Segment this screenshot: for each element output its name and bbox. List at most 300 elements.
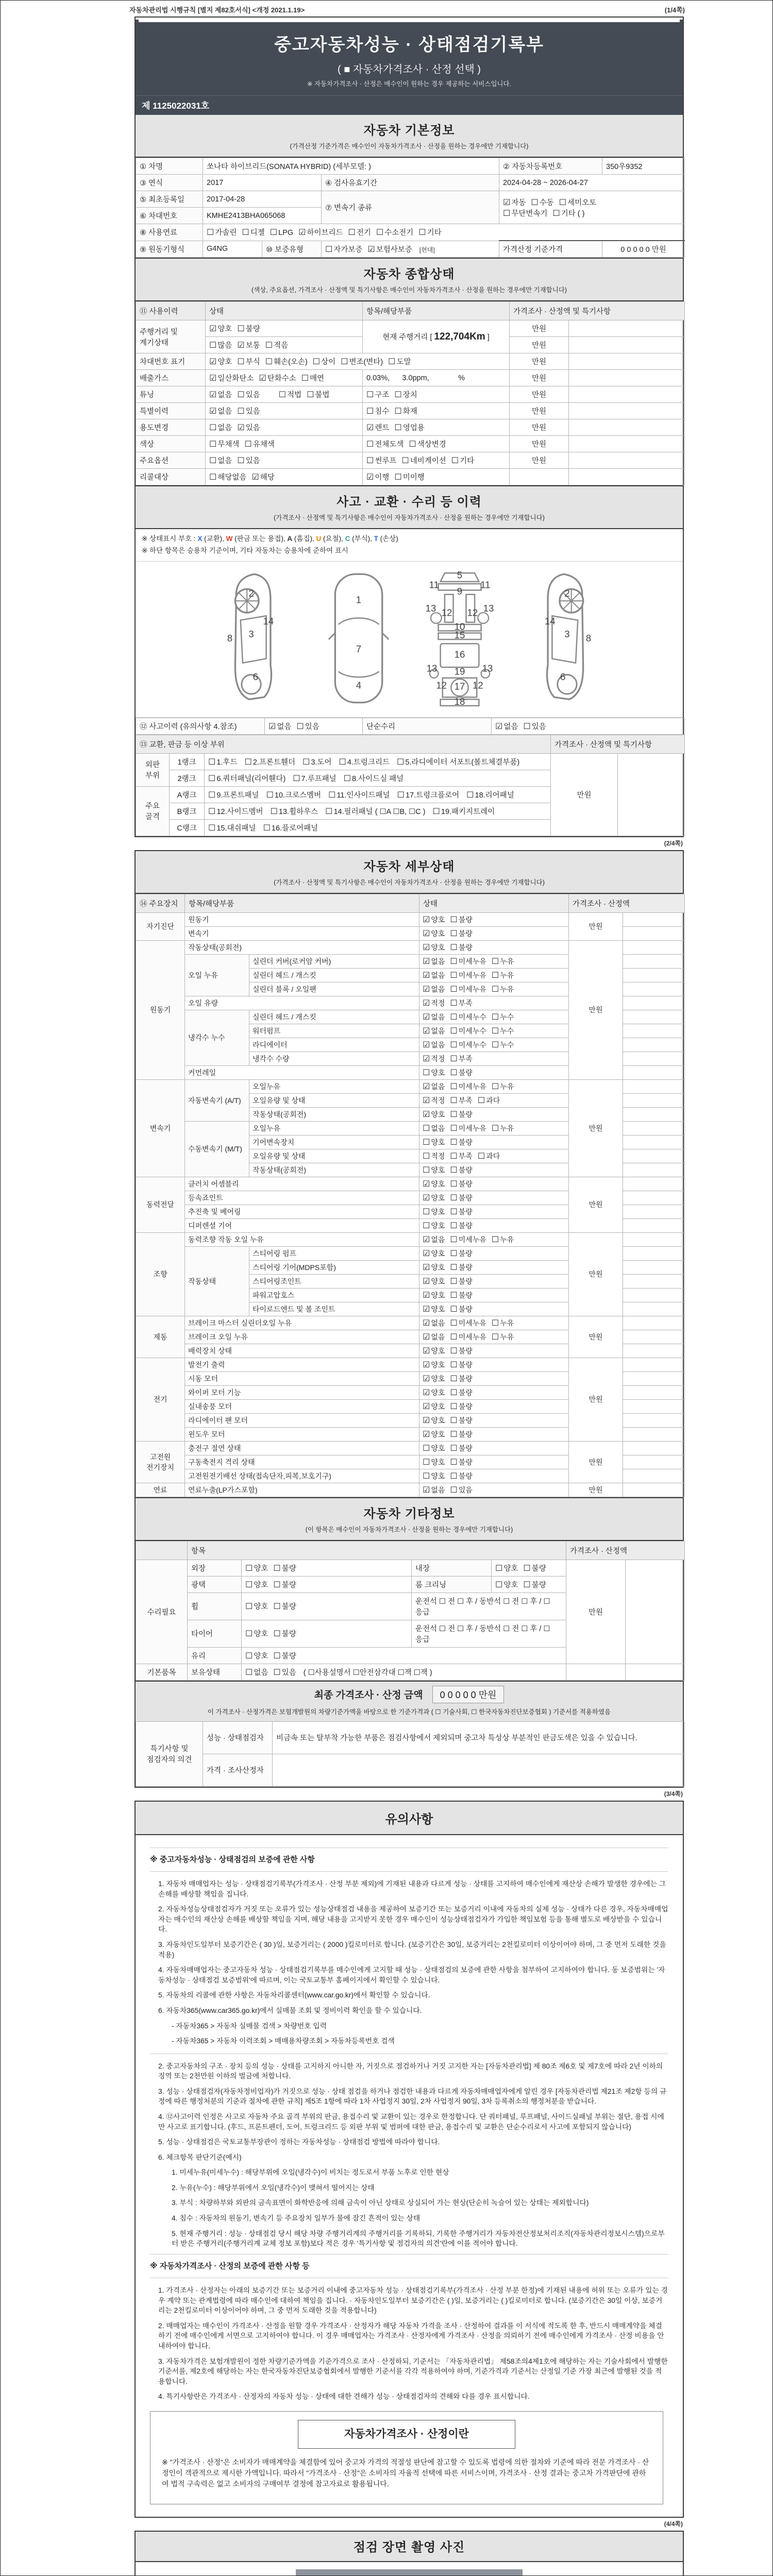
empty-checkbox-icon: ☐: [328, 790, 336, 800]
checkbox-option[interactable]: ☐ 있음: [237, 456, 260, 465]
checkbox-option[interactable]: ☐ 누수: [491, 1012, 514, 1022]
checkbox-option[interactable]: ☐ 18.리어패널: [466, 790, 514, 800]
checkbox-option[interactable]: ☐ 1.후드: [208, 757, 238, 767]
checked-checkbox-icon: ☑: [423, 1374, 430, 1383]
checkbox-option[interactable]: ☐ 불량: [450, 1458, 473, 1467]
table-cell: [419, 926, 569, 940]
table-cell: A랭크: [170, 786, 205, 803]
checkbox-option[interactable]: ☐ 2.프론트휀더: [244, 757, 295, 767]
checkbox-option[interactable]: ☐ 누수: [491, 1040, 514, 1049]
table-cell: 가격 · 조사산정자: [203, 1754, 273, 1786]
checkbox-option[interactable]: ☐ 불량: [450, 1179, 473, 1189]
svg-element: [320, 569, 397, 708]
table-cell: [566, 1664, 626, 1680]
table-cell: 등속죠인트: [185, 1191, 419, 1205]
checkbox-option[interactable]: ☐ 양호: [423, 1458, 445, 1467]
checkbox-option[interactable]: ☐ 불량: [450, 1291, 473, 1300]
checkbox-option[interactable]: ☐ 불량: [450, 1430, 473, 1439]
table-cell: [206, 386, 363, 403]
checkbox-option[interactable]: ☐ 누유: [491, 1318, 514, 1328]
checkbox-option[interactable]: ☑ 양호: [423, 1416, 445, 1425]
table-row: [136, 1560, 685, 1576]
checkbox-option[interactable]: ☐ 적정: [423, 1151, 445, 1161]
table-cell: [419, 1135, 569, 1149]
checkbox-option[interactable]: ☐ 양호: [245, 1651, 268, 1660]
checkbox-option[interactable]: ☐ 침수: [366, 407, 390, 416]
checked-checkbox-icon: ☑: [423, 1416, 430, 1425]
checkbox-option[interactable]: ☐ 미세누수: [450, 1040, 486, 1049]
checkbox-option[interactable]: ☐ 매연: [301, 374, 325, 383]
empty-checkbox-icon: ☐: [397, 757, 405, 767]
checkbox-option[interactable]: ☑ 양호: [423, 1110, 445, 1119]
checkbox-option[interactable]: ☐ 무채색: [209, 440, 240, 449]
checkbox-option[interactable]: ☐ 양호: [245, 1564, 268, 1573]
checkbox-option[interactable]: ☐ 양호: [495, 1564, 518, 1573]
checkbox-option[interactable]: ☐ 적음: [265, 341, 289, 350]
notice-item: - 자동차365 > 자동차 실매물 검색 > 차량번호 입력: [172, 2022, 327, 2030]
table-cell: [206, 320, 363, 337]
checkbox-option[interactable]: ☐ 썬루프: [366, 456, 397, 465]
checkbox-option[interactable]: ☐ 불량: [450, 1249, 473, 1258]
table-cell: [206, 452, 363, 469]
table-cell: [363, 386, 510, 403]
checkbox-option[interactable]: ☐ 불량: [450, 943, 473, 952]
table-cell: [623, 1177, 685, 1191]
checkbox-option[interactable]: ☑ 양호: [209, 358, 232, 366]
checkbox-option[interactable]: ☑ 없음: [209, 407, 232, 416]
checkbox-option[interactable]: ☑ 양호: [423, 1304, 445, 1314]
checkbox-option[interactable]: ☑ 자동: [503, 198, 526, 207]
table-cell: [363, 370, 510, 386]
checkbox-option[interactable]: ☑ 양호: [423, 1430, 445, 1439]
checkbox-option[interactable]: ☐ 유채색: [244, 440, 275, 449]
table-cell: [419, 1274, 569, 1288]
table-cell: 외장: [188, 1560, 242, 1576]
empty-checkbox-icon: ☐: [245, 1602, 253, 1612]
checkbox-option[interactable]: ☐ 누유: [491, 985, 514, 994]
checkbox-option[interactable]: ☐ 불량: [450, 1138, 473, 1147]
checkbox-option[interactable]: ☑ 일산화탄소: [209, 374, 254, 383]
checkbox-option[interactable]: ☐ 4.트렁크리드: [339, 757, 390, 767]
checkbox-option[interactable]: ☑ 양호: [423, 1179, 445, 1189]
empty-checkbox-icon: ☐: [491, 1040, 499, 1049]
checkbox-option[interactable]: ☑ 양호: [423, 1291, 445, 1300]
checkbox-option[interactable]: ☐ 7.루프패널: [293, 774, 337, 783]
checkbox-option[interactable]: ☐ 불량: [273, 1630, 296, 1639]
price-survey-select: ( ■ 자동차가격조사 · 산정 선택 ): [338, 64, 481, 75]
checkbox-option[interactable]: ☐ 15.대쉬패널: [208, 823, 256, 833]
checkbox-option[interactable]: ☐ 불량: [523, 1580, 546, 1589]
checkbox-option[interactable]: ☐ 미세누유: [450, 1124, 486, 1133]
table-cell: [419, 1163, 569, 1177]
table-cell: 타이어: [188, 1620, 242, 1647]
checkbox-option[interactable]: ☑ 없음: [423, 957, 445, 966]
checkbox-option[interactable]: ☐ 불량: [450, 1388, 473, 1397]
table-cell: 주요 골격: [136, 786, 170, 836]
empty-checkbox-icon: ☐: [450, 1193, 458, 1202]
checkbox-option[interactable]: ☐ 상이: [312, 358, 336, 366]
table-cell: [206, 337, 363, 353]
empty-checkbox-icon: ☐: [237, 456, 245, 465]
diagram-part-number: 6: [253, 671, 259, 682]
table-row: [136, 403, 685, 419]
table-cell: [242, 1647, 566, 1664]
checkbox-option[interactable]: ☐ 양호: [245, 1630, 268, 1639]
checkbox-option[interactable]: ☐ 불량: [450, 1193, 473, 1202]
checkbox-option[interactable]: ☐ 불량: [450, 1277, 473, 1286]
empty-checkbox-icon: ☐: [394, 423, 402, 432]
notice-item: 6. 자동차365(www.car365.go.kr)에서 실매물 조회 및 정비이력 확인을 할 수 있습니다.: [158, 2006, 422, 2014]
section-subtitle: (가격산정 기준가격은 매수인이 자동차가격조사 · 산정을 원하는 경우에만 기재합니다): [290, 143, 529, 150]
checkbox-option[interactable]: ☑ 없음: [423, 1235, 445, 1244]
empty-checkbox-icon: ☐: [341, 358, 348, 366]
checkbox-option[interactable]: ☐ 3.도어: [303, 757, 332, 767]
checkbox-option[interactable]: ☐ 16.플로어패널: [263, 823, 318, 833]
checkbox-option[interactable]: ☐ 불량: [450, 1374, 473, 1383]
checkbox-option[interactable]: ☐ 미세누수: [450, 1026, 486, 1036]
table-row: [136, 753, 685, 770]
checkbox-option[interactable]: ☐ 부족: [450, 1151, 473, 1161]
table-cell: ④ 검사유효기간: [322, 175, 499, 191]
overall-header: [136, 258, 683, 301]
table-cell: 만원: [569, 1483, 623, 1497]
checkbox-option[interactable]: ☑ 양호: [209, 325, 232, 333]
checkbox-option[interactable]: ☐ 불량: [450, 1221, 473, 1230]
checked-checkbox-icon: ☑: [423, 971, 430, 980]
checkbox-option[interactable]: ☑ 없음: [423, 1040, 445, 1049]
table-cell: ⑭ 주요장치: [136, 894, 185, 912]
checkbox-option[interactable]: ☐ 기타: [451, 456, 475, 465]
checkbox-option[interactable]: ☐ 디젤: [242, 228, 265, 237]
empty-checkbox-icon: ☐: [477, 1151, 485, 1161]
diagram-part-number: 12: [441, 607, 452, 618]
notice-item: 3. 자동차인도일부터 보증기간은 ( 30 )일, 보증거리는 ( 2000 )킬로미터로 합니다. (보증기간은 30일, 보증거리는 2천킬로미터 이상이어야 하며, 그 중 먼저 도래한 것을 적용): [158, 1941, 666, 1959]
checkbox-option[interactable]: ☐ 과다: [477, 1151, 500, 1161]
checkbox-option[interactable]: ☐ 세미오토: [559, 198, 597, 207]
empty-checkbox-icon: ☐: [418, 228, 426, 237]
checkbox-option[interactable]: ☐ 13.휠하우스: [270, 807, 318, 816]
checkbox-option[interactable]: ☐ 장치: [394, 391, 417, 399]
checkbox-option[interactable]: ☐ 있음: [296, 722, 320, 731]
table-cell: 와이퍼 모터 기능: [185, 1385, 419, 1399]
checkbox-option[interactable]: ☑ 보험사보증: [367, 245, 412, 254]
checkbox-option[interactable]: ☑ 양호: [423, 1193, 445, 1202]
table-cell: 용도변경: [136, 419, 206, 436]
checkbox-option[interactable]: ☐ 불량: [450, 1110, 473, 1119]
empty-checkbox-icon: ☐: [273, 1651, 281, 1660]
table-cell: 만원: [510, 320, 569, 337]
checkbox-option[interactable]: ☐ 해당없음: [209, 473, 247, 482]
table-row: [136, 386, 685, 403]
checkbox-option[interactable]: ☐ 5.라디에이터 서포트(볼트체결부품): [397, 757, 520, 767]
checkbox-option[interactable]: ☐ 불량: [450, 1360, 473, 1369]
checkbox-option[interactable]: ☐ 있음: [237, 391, 260, 399]
empty-checkbox-icon: ☐: [245, 1630, 253, 1639]
table-cell: 제동: [136, 1316, 185, 1358]
checkbox-option[interactable]: ☐ 적법: [278, 391, 302, 399]
checkbox-option[interactable]: ☑ 이행: [366, 473, 390, 482]
diagram-part-number: 13: [425, 602, 436, 614]
checkbox-option[interactable]: ☐ 양호: [423, 1207, 445, 1216]
checkbox-option[interactable]: ☑ 양호: [423, 943, 445, 952]
checkbox-option[interactable]: ☐ 네비게이션: [401, 456, 446, 465]
checkbox-option[interactable]: ☐ 기타: [418, 228, 442, 237]
empty-checkbox-icon: ☐: [450, 1374, 458, 1383]
checkbox-option[interactable]: ☑ 없음: [495, 722, 518, 731]
checkbox-option[interactable]: ☐ 부족: [450, 998, 473, 1008]
checkbox-option[interactable]: ☑ 보통: [237, 341, 260, 350]
checkbox-option[interactable]: ☐ 훼손(오손): [265, 358, 308, 366]
checkbox-option[interactable]: ☑ 없음: [423, 1012, 445, 1022]
checkbox-option[interactable]: ☐ 6.쿼터패널(리어휀다): [208, 774, 286, 783]
checkbox-option[interactable]: ☐ 없음: [209, 423, 232, 432]
checkbox-option[interactable]: ☑ 양호: [423, 1374, 445, 1383]
table-row: [136, 158, 685, 175]
checkbox-option[interactable]: ☐ 미세누유: [450, 1332, 486, 1342]
checkbox-option[interactable]: ☐ 11.인사이드패널: [328, 790, 390, 800]
checkbox-option[interactable]: ☐ 수동: [531, 198, 554, 207]
checkbox-option[interactable]: ☐ 불량: [450, 915, 473, 924]
checkbox-option[interactable]: ☐ 불량: [273, 1602, 296, 1612]
checkbox-option[interactable]: ☐ 양호: [423, 1444, 445, 1453]
table-cell: 만원: [569, 940, 623, 1079]
checkbox-option[interactable]: ☐ 양호: [423, 1165, 445, 1175]
checkbox-option[interactable]: ☐ 영업용: [394, 423, 425, 432]
table-cell: [419, 1121, 569, 1135]
checkbox-option[interactable]: ☑ 해당: [251, 473, 275, 482]
checkbox-option[interactable]: ☐ 불량: [273, 1580, 296, 1589]
checkbox-option[interactable]: ☐ 14.필러패널 ( ☐A ☐B, ☐C ): [325, 807, 426, 816]
checkbox-option[interactable]: ☐ 17.트렁크플로어: [397, 790, 460, 800]
checkbox-option[interactable]: ☑ 양호: [423, 1263, 445, 1272]
checkbox-option[interactable]: ☐ 전체도색: [366, 440, 404, 449]
checkbox-option[interactable]: ☐ 19.패키지트레이: [432, 807, 495, 816]
checkbox-option[interactable]: ☐ 8.사이드실 패널: [343, 774, 404, 783]
checkbox-option[interactable]: ☑ 없음: [423, 1485, 445, 1495]
checkbox-option[interactable]: ☐ 많음: [209, 341, 232, 350]
checkbox-option[interactable]: ☐ 과다: [477, 1096, 500, 1105]
empty-checkbox-icon: ☐: [531, 198, 539, 207]
checkbox-option[interactable]: ☐ 불량: [523, 1564, 546, 1573]
empty-checkbox-icon: ☐: [325, 245, 333, 254]
checkbox-option[interactable]: ☐ 불량: [450, 1471, 473, 1481]
checkbox-option[interactable]: ☐ 부식: [237, 358, 260, 366]
table-cell: 오일유량 및 상태: [249, 1149, 419, 1163]
checkbox-option[interactable]: ☐ 수소전기: [376, 228, 414, 237]
checkbox-option[interactable]: ☑ 없음: [423, 985, 445, 994]
table-cell: [419, 1371, 569, 1385]
table-cell: 연료누출(LP가스포함): [185, 1483, 419, 1497]
checkbox-option[interactable]: ☐ 누유: [491, 957, 514, 966]
empty-checkbox-icon: ☐: [273, 1630, 281, 1639]
checkbox-option[interactable]: ☐ 양호: [495, 1580, 518, 1589]
checkbox-option[interactable]: ☑ 없음: [423, 1318, 445, 1328]
checkbox-option[interactable]: ☐ 미세누유: [450, 1318, 486, 1328]
checkbox-option[interactable]: ☑ 양호: [423, 929, 445, 938]
checkbox-option[interactable]: ☐ LPG: [270, 228, 294, 237]
checkbox-option[interactable]: ☑ 양호: [423, 1346, 445, 1355]
notice-item: 1. 가격조사 · 산정자는 아래의 보증기간 또는 보증거리 이내에 중고자동차 성능 · 상태점검기록부(가격조사 · 산정 부분 한정)에 기재된 내용에 허위 또는 오류가 있는 경우 계약 또는 관계법령에 따라 매수인에 대하여 책임을 집니다. · 자동차인도일부터 보증기간은 ( )일, 보증거리는 ( )킬로미터로 합니다. (보증기간은 30일 이상, 보증거리는 2천킬로미터 이상이어야 하며, 그 중 먼저 도래한 것을 적용합니다): [158, 2286, 668, 2315]
table-cell: [419, 954, 569, 968]
checkbox-option[interactable]: ☐ 불량: [273, 1564, 296, 1573]
table-cell: [205, 753, 551, 770]
table-cell: 수동변속기 (M/T): [185, 1121, 249, 1177]
checkbox-option[interactable]: ☐ 있음: [450, 1485, 473, 1495]
diagram-part-number: 12: [467, 607, 478, 618]
table-cell: 만원: [569, 1358, 623, 1441]
checkbox-option[interactable]: ☐ 미세누유: [450, 971, 486, 980]
checkbox-option[interactable]: ☐ 양호: [423, 1221, 445, 1230]
checkbox-option[interactable]: ☐ 9.프론트패널: [208, 790, 259, 800]
checkbox-option[interactable]: ☐ 가솔린: [207, 228, 237, 237]
table-header-row: [136, 894, 685, 912]
checkbox-option[interactable]: ☐ 불법: [307, 391, 330, 399]
checkbox-option[interactable]: ☑ 렌트: [366, 423, 390, 432]
checkbox-option[interactable]: ☑ 있음: [237, 423, 260, 432]
empty-checkbox-icon: ☐: [263, 823, 271, 833]
empty-checkbox-icon: ☐: [450, 1124, 458, 1133]
diagram-part-number: 8: [227, 633, 233, 644]
checkbox-option[interactable]: ☑ 적정: [423, 1096, 445, 1105]
checkbox-option[interactable]: ☑ 없음: [423, 1026, 445, 1036]
table-row: [136, 175, 685, 191]
table-cell: 2017-04-28: [203, 191, 322, 208]
empty-checkbox-icon: ☐: [451, 456, 459, 465]
checkbox-option[interactable]: ☐ 미세누유: [450, 1235, 486, 1244]
checkbox-option[interactable]: ☑ 양호: [423, 1388, 445, 1397]
empty-checkbox-icon: ☐: [423, 1124, 430, 1133]
table-cell: [623, 1371, 685, 1385]
checkbox-option[interactable]: ☐ 누유: [491, 1124, 514, 1133]
table-cell: 성능 · 상태점검자: [203, 1721, 273, 1754]
checkbox-option[interactable]: ☐ 무단변속기: [503, 209, 548, 218]
checkbox-option[interactable]: ☐ 미세누유: [450, 1082, 486, 1091]
checkbox-option[interactable]: ☐ 불량: [273, 1651, 296, 1660]
table-cell: 전기: [136, 1358, 185, 1441]
checkbox-option[interactable]: ☑ 없음: [423, 1332, 445, 1342]
checkbox-option[interactable]: ☐ 있음: [273, 1668, 296, 1677]
checkbox-option[interactable]: ☐ 양호: [245, 1580, 268, 1589]
checkbox-option[interactable]: ☐ 전기: [348, 228, 371, 237]
checkbox-option[interactable]: ☐ 불량: [450, 1263, 473, 1272]
checkbox-option[interactable]: ☑ 없음: [268, 722, 292, 731]
checkbox-option[interactable]: ☑ 적정: [423, 998, 445, 1008]
empty-checkbox-icon: ☐: [450, 1165, 458, 1175]
checkbox-option[interactable]: ☐ 부족: [450, 1096, 473, 1105]
detail-condition-table: [136, 894, 685, 1497]
table-cell: [363, 403, 510, 419]
checkbox-option[interactable]: ☐ 불량: [450, 1304, 473, 1314]
checkbox-option[interactable]: ☑ 양호: [423, 1360, 445, 1369]
checkbox-option[interactable]: ☐ 12.사이드멤버: [208, 807, 263, 816]
table-cell: [569, 353, 685, 370]
checkbox-option[interactable]: ☐ 양호: [423, 1471, 445, 1481]
empty-checkbox-icon: ☐: [270, 807, 278, 816]
checkbox-option[interactable]: ☐ 미세누유: [450, 957, 486, 966]
checkbox-option[interactable]: ☐ 양호: [423, 1138, 445, 1147]
empty-checkbox-icon: ☐: [450, 929, 458, 938]
checkbox-option[interactable]: ☐ 누유: [491, 1235, 514, 1244]
table-cell: 충전구 절연 상태: [185, 1441, 419, 1455]
checkbox-option[interactable]: ☐ 미이행: [394, 473, 425, 482]
checkbox-option[interactable]: ☐ 구조: [366, 391, 390, 399]
checkbox-option[interactable]: ☐ 미세누수: [450, 1012, 486, 1022]
checkbox-option[interactable]: ☑ 없음: [423, 971, 445, 980]
checkbox-option[interactable]: ☑ 하이브리드: [298, 228, 343, 237]
checkbox-option[interactable]: ☐ 불량: [450, 929, 473, 938]
diagram-part-number: 8: [585, 633, 592, 644]
table-cell: 작동상태(공회전): [185, 940, 419, 954]
checkbox-option[interactable]: ☐ 없음: [245, 1668, 268, 1677]
checkbox-option[interactable]: ☐ 기타 ( ): [552, 209, 585, 218]
checkbox-option[interactable]: ☐ 부족: [450, 1054, 473, 1063]
path-element: [235, 589, 259, 613]
table-cell: 오일유량 및 상태: [249, 1093, 419, 1107]
checkbox-option[interactable]: ☑ 적정: [423, 1054, 445, 1063]
table-cell: [623, 1316, 685, 1330]
checkbox-option[interactable]: ☐ 불량: [237, 325, 260, 333]
checkbox-option[interactable]: ☑ 양호: [423, 1402, 445, 1411]
checkbox-option[interactable]: ☐ 미세누유: [450, 985, 486, 994]
checkbox-option[interactable]: ☐ 없음: [423, 1124, 445, 1133]
checkbox-option[interactable]: ☐ 누유: [491, 971, 514, 980]
checkbox-option[interactable]: ☐ 자가보증: [325, 245, 363, 254]
checkbox-option[interactable]: ☐ 누수: [491, 1026, 514, 1036]
empty-checkbox-icon: ☐: [244, 440, 252, 449]
checkbox-option[interactable]: ☐ 있음: [237, 407, 260, 416]
checkbox-option[interactable]: ☑ 양호: [423, 1249, 445, 1258]
checkbox-option[interactable]: ☐ 화재: [394, 407, 417, 416]
checkbox-option[interactable]: ☐ 불량: [450, 1402, 473, 1411]
checkbox-option[interactable]: ☑ 없음: [209, 391, 232, 399]
checkbox-option[interactable]: ☑ 양호: [423, 915, 445, 924]
checkbox-option[interactable]: ☐ 불량: [450, 1346, 473, 1355]
checked-checkbox-icon: ☑: [209, 325, 217, 333]
checkbox-option[interactable]: ☐ 누유: [491, 1332, 514, 1342]
diagram-part-number: 1: [356, 594, 362, 605]
checkbox-option[interactable]: ☐ 색상변경: [409, 440, 446, 449]
table-cell: [623, 1052, 685, 1065]
checkbox-option[interactable]: ☐ 양호: [245, 1602, 268, 1612]
checked-checkbox-icon: ☑: [423, 998, 430, 1008]
checkbox-option[interactable]: ☐ 변조(변타): [341, 358, 383, 366]
checkbox-option[interactable]: ☐ 불량: [450, 1068, 473, 1077]
checkbox-option[interactable]: ☐ 불량: [450, 1416, 473, 1425]
checkbox-option[interactable]: ☐ 누유: [491, 1082, 514, 1091]
checkbox-option[interactable]: ☐ 없음: [209, 456, 232, 465]
checkbox-option[interactable]: ☑ 탄화수소: [259, 374, 296, 383]
final-price-note: 이 가격조사 · 산정가격은 보험개발원의 차량기준가액을 바탕으로 한 기준가격과 ( ☐ 기술사회, ☐ 한국자동차진단보증협회 ) 기준서를 적용하였음: [207, 1708, 611, 1716]
empty-checkbox-icon: ☐: [366, 391, 374, 399]
table-cell: 광택: [188, 1576, 242, 1592]
table-cell: [419, 1441, 569, 1455]
table-cell: 브레이크 오일 누유: [185, 1330, 419, 1344]
checkbox-option[interactable]: ☐ 도말: [388, 358, 411, 366]
table-cell: [242, 1620, 412, 1647]
checkbox-option[interactable]: ☐ 있음: [523, 722, 546, 731]
checkbox-option[interactable]: ☐ 양호: [423, 1068, 445, 1077]
checkbox-option[interactable]: ☐ 불량: [450, 1444, 473, 1453]
diagram-part-number: 9: [457, 585, 463, 597]
checkbox-option[interactable]: ☑ 양호: [423, 1277, 445, 1286]
checkbox-option[interactable]: ☐ 불량: [450, 1165, 473, 1175]
table-cell: 리콜대상: [136, 469, 206, 485]
checkbox-option[interactable]: ☑ 없음: [423, 1082, 445, 1091]
table-cell: [623, 1344, 685, 1358]
empty-checkbox-icon: ☐: [552, 209, 560, 218]
checkbox-option[interactable]: ☐ 불량: [450, 1207, 473, 1216]
checkbox-option[interactable]: ☐ 10.크로스멤버: [266, 790, 322, 800]
